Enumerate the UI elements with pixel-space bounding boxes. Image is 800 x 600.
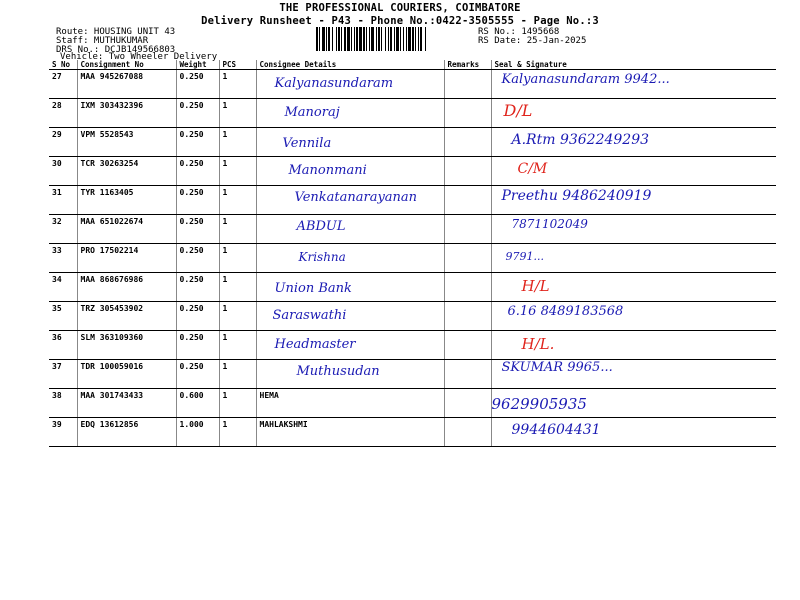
cell-weight: 0.250 bbox=[176, 99, 219, 128]
table-row bbox=[49, 302, 776, 331]
cell-signature bbox=[491, 215, 776, 244]
vehicle-label: Vehicle: Two Wheeler Delivery bbox=[60, 52, 218, 62]
handwritten-consignee-name: ABDUL bbox=[296, 219, 346, 234]
consignee-printed-name: HEMA bbox=[259, 391, 279, 400]
handwritten-signature: D/L bbox=[503, 101, 533, 120]
cell-consignee bbox=[256, 70, 444, 99]
cell-consignee bbox=[256, 186, 444, 215]
cell-pcs: 1 bbox=[219, 157, 256, 186]
cell-signature bbox=[491, 157, 776, 186]
col-header-remarks: Remarks bbox=[444, 60, 491, 70]
cell-weight: 0.250 bbox=[176, 360, 219, 389]
cell-remarks bbox=[444, 389, 491, 418]
handwritten-consignee-name: Vennila bbox=[282, 136, 332, 151]
cell-signature bbox=[491, 331, 776, 360]
handwritten-consignee-name: Krishna bbox=[298, 250, 346, 264]
cell-signature bbox=[491, 244, 776, 273]
drs-label: DRS No.: DCJB149566803 bbox=[56, 45, 176, 55]
cell-weight: 0.250 bbox=[176, 331, 219, 360]
cell-remarks bbox=[444, 99, 491, 128]
cell-weight: 1.000 bbox=[176, 418, 219, 447]
handwritten-consignee-name: Kalyanasundaram bbox=[274, 76, 394, 91]
cell-consignment-no: TRZ 305453902 bbox=[77, 302, 176, 331]
company-title: THE PROFESSIONAL COURIERS, COIMBATORE bbox=[279, 2, 521, 14]
cell-pcs: 1 bbox=[219, 128, 256, 157]
col-header-pcs: PCS bbox=[219, 60, 256, 70]
cell-signature bbox=[491, 302, 776, 331]
runsheet-table bbox=[49, 60, 776, 447]
cell-consignee bbox=[256, 418, 444, 447]
handwritten-signature: 9944604431 bbox=[511, 422, 601, 438]
handwritten-signature: 9629905935 bbox=[491, 395, 587, 413]
cell-weight: 0.250 bbox=[176, 215, 219, 244]
cell-remarks bbox=[444, 302, 491, 331]
table-row bbox=[49, 99, 776, 128]
cell-pcs: 1 bbox=[219, 360, 256, 389]
cell-pcs: 1 bbox=[219, 244, 256, 273]
handwritten-consignee-name: Headmaster bbox=[274, 337, 356, 352]
cell-sno: 39 bbox=[49, 418, 77, 447]
cell-consignment-no: MAA 651022674 bbox=[77, 215, 176, 244]
cell-consignment-no: MAA 868676986 bbox=[77, 273, 176, 302]
cell-remarks bbox=[444, 128, 491, 157]
cell-weight: 0.250 bbox=[176, 157, 219, 186]
cell-consignment-no: PRO 17502214 bbox=[77, 244, 176, 273]
col-header-weight: Weight bbox=[176, 60, 219, 70]
cell-signature bbox=[491, 128, 776, 157]
cell-consignment-no: SLM 363109360 bbox=[77, 331, 176, 360]
runsheet-title: Delivery Runsheet - P43 - Phone No.:0422-3505555 - Page No.:3 bbox=[201, 15, 599, 27]
cell-pcs: 1 bbox=[219, 389, 256, 418]
cell-remarks bbox=[444, 273, 491, 302]
consignee-printed-name: MAHLAKSHMI bbox=[259, 420, 308, 429]
cell-consignee bbox=[256, 99, 444, 128]
cell-remarks bbox=[444, 244, 491, 273]
cell-remarks bbox=[444, 360, 491, 389]
handwritten-consignee-name: Saraswathi bbox=[272, 308, 347, 323]
barcode bbox=[316, 27, 464, 51]
table-row bbox=[49, 128, 776, 157]
handwritten-consignee-name: Manonmani bbox=[288, 163, 367, 178]
cell-sno: 29 bbox=[49, 128, 77, 157]
handwritten-signature: H/L. bbox=[521, 335, 555, 353]
cell-weight: 0.250 bbox=[176, 128, 219, 157]
handwritten-signature: H/L bbox=[521, 277, 550, 295]
cell-weight: 0.600 bbox=[176, 389, 219, 418]
cell-sno: 30 bbox=[49, 157, 77, 186]
cell-weight: 0.250 bbox=[176, 302, 219, 331]
handwritten-signature: Preethu 9486240919 bbox=[501, 188, 652, 204]
cell-consignee bbox=[256, 389, 444, 418]
handwritten-signature: SKUMAR 9965... bbox=[501, 360, 613, 375]
cell-pcs: 1 bbox=[219, 99, 256, 128]
table-row bbox=[49, 70, 776, 99]
cell-consignment-no: TDR 100059016 bbox=[77, 360, 176, 389]
cell-pcs: 1 bbox=[219, 273, 256, 302]
cell-sno: 36 bbox=[49, 331, 77, 360]
cell-remarks bbox=[444, 215, 491, 244]
cell-signature bbox=[491, 273, 776, 302]
cell-remarks bbox=[444, 157, 491, 186]
cell-consignment-no: EDQ 13612856 bbox=[77, 418, 176, 447]
cell-consignment-no: TCR 30263254 bbox=[77, 157, 176, 186]
table-row bbox=[49, 389, 776, 418]
handwritten-signature: 9791... bbox=[505, 250, 544, 263]
cell-sno: 32 bbox=[49, 215, 77, 244]
cell-consignee bbox=[256, 302, 444, 331]
col-header-sno: S No bbox=[49, 60, 77, 70]
cell-remarks bbox=[444, 331, 491, 360]
cell-pcs: 1 bbox=[219, 418, 256, 447]
handwritten-signature: 6.16 8489183568 bbox=[507, 304, 624, 319]
cell-consignee bbox=[256, 273, 444, 302]
cell-consignment-no: IXM 303432396 bbox=[77, 99, 176, 128]
table-row bbox=[49, 186, 776, 215]
cell-pcs: 1 bbox=[219, 302, 256, 331]
cell-sno: 34 bbox=[49, 273, 77, 302]
route-label: Route: HOUSING UNIT 43 bbox=[56, 27, 176, 37]
cell-consignee bbox=[256, 215, 444, 244]
col-header-signature: Seal & Signature bbox=[491, 60, 776, 70]
cell-signature bbox=[491, 360, 776, 389]
table-row bbox=[49, 360, 776, 389]
cell-remarks bbox=[444, 70, 491, 99]
barcode-bar bbox=[426, 27, 427, 51]
cell-pcs: 1 bbox=[219, 331, 256, 360]
rs-date: RS Date: 25-Jan-2025 bbox=[478, 36, 587, 46]
table-row bbox=[49, 273, 776, 302]
cell-signature bbox=[491, 186, 776, 215]
cell-pcs: 1 bbox=[219, 186, 256, 215]
staff-label: Staff: MUTHUKUMAR bbox=[56, 36, 149, 46]
cell-remarks bbox=[444, 186, 491, 215]
cell-weight: 0.250 bbox=[176, 273, 219, 302]
cell-consignment-no: MAA 945267088 bbox=[77, 70, 176, 99]
cell-sno: 31 bbox=[49, 186, 77, 215]
cell-consignee bbox=[256, 157, 444, 186]
cell-signature bbox=[491, 418, 776, 447]
cell-sno: 33 bbox=[49, 244, 77, 273]
cell-pcs: 1 bbox=[219, 70, 256, 99]
cell-weight: 0.250 bbox=[176, 244, 219, 273]
cell-weight: 0.250 bbox=[176, 70, 219, 99]
cell-sno: 35 bbox=[49, 302, 77, 331]
table-row bbox=[49, 215, 776, 244]
handwritten-consignee-name: Manoraj bbox=[284, 105, 340, 120]
table-row bbox=[49, 331, 776, 360]
handwritten-signature: C/M bbox=[517, 161, 548, 177]
rs-number: RS No.: 1495668 bbox=[478, 27, 560, 37]
cell-consignee bbox=[256, 244, 444, 273]
cell-consignee bbox=[256, 360, 444, 389]
cell-sno: 37 bbox=[49, 360, 77, 389]
table-header-row bbox=[49, 60, 776, 70]
handwritten-consignee-name: Muthusudan bbox=[296, 364, 380, 379]
cell-consignment-no: MAA 301743433 bbox=[77, 389, 176, 418]
cell-consignment-no: TYR 1163405 bbox=[77, 186, 176, 215]
cell-sno: 38 bbox=[49, 389, 77, 418]
handwritten-consignee-name: Venkatanarayanan bbox=[294, 190, 418, 205]
cell-remarks bbox=[444, 418, 491, 447]
col-header-consignment: Consignment No bbox=[77, 60, 176, 70]
cell-sno: 27 bbox=[49, 70, 77, 99]
table-row bbox=[49, 418, 776, 447]
cell-pcs: 1 bbox=[219, 215, 256, 244]
handwritten-signature: Kalyanasundaram 9942... bbox=[501, 72, 670, 87]
handwritten-consignee-name: Union Bank bbox=[274, 281, 352, 296]
cell-consignee bbox=[256, 128, 444, 157]
table-row bbox=[49, 244, 776, 273]
handwritten-signature: 7871102049 bbox=[511, 217, 588, 231]
col-header-consignee: Consignee Details bbox=[256, 60, 444, 70]
cell-signature bbox=[491, 70, 776, 99]
table-row bbox=[49, 157, 776, 186]
cell-signature bbox=[491, 389, 776, 418]
cell-consignee bbox=[256, 331, 444, 360]
cell-weight: 0.250 bbox=[176, 186, 219, 215]
cell-sno: 28 bbox=[49, 99, 77, 128]
handwritten-signature: A.Rtm 9362249293 bbox=[511, 132, 650, 148]
cell-consignment-no: VPM 5528543 bbox=[77, 128, 176, 157]
cell-signature bbox=[491, 99, 776, 128]
